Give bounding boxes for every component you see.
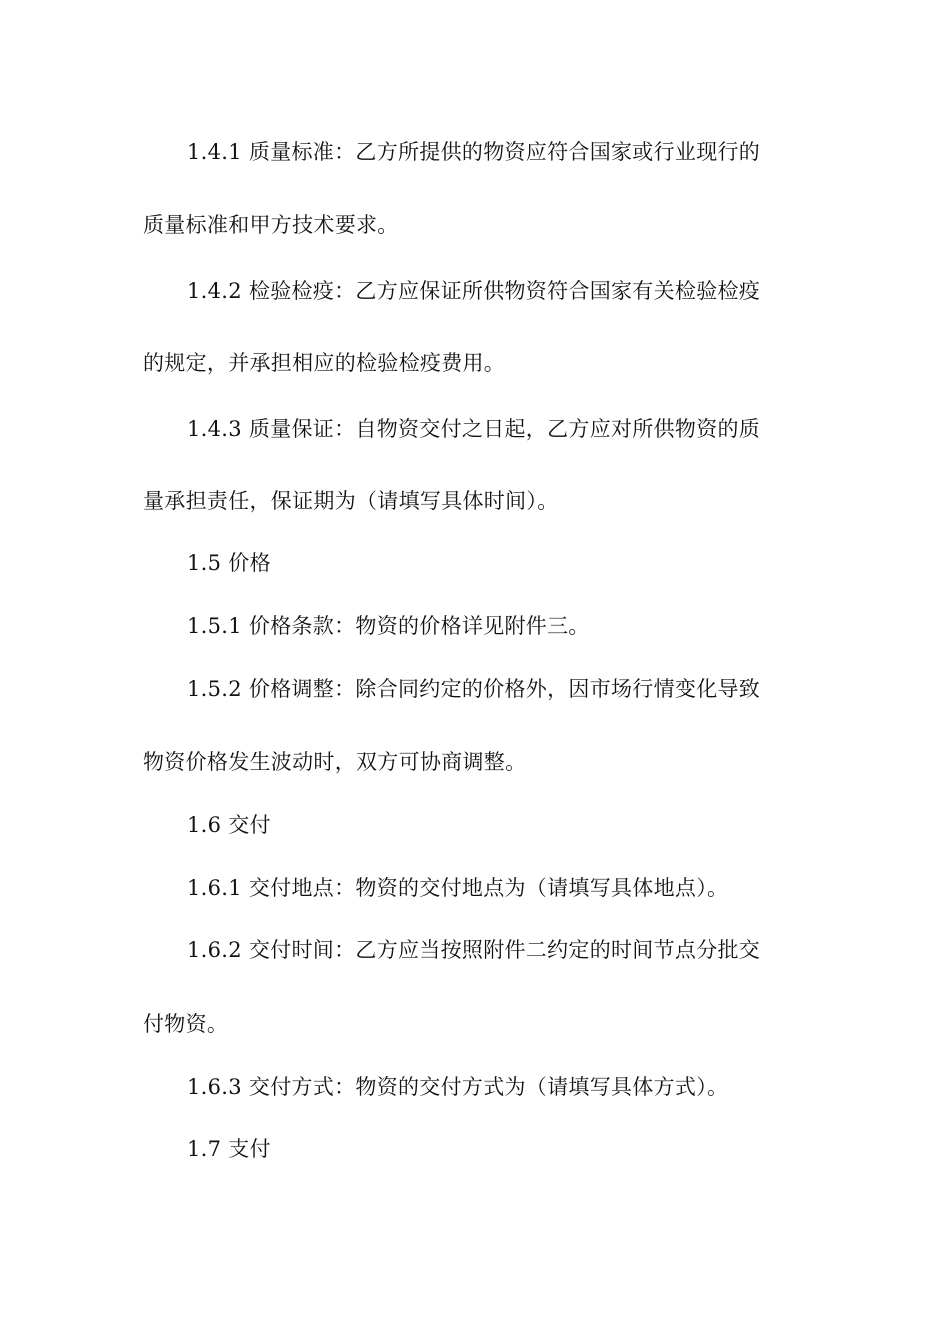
- clause-1-6-1: 1.6.1 交付地点：物资的交付地点为（请填写具体地点）。: [187, 876, 729, 900]
- clause-1-4-1-line-1: 1.4.1 质量标准：乙方所提供的物资应符合国家或行业现行的: [187, 140, 761, 164]
- clause-1-4-3-line-2: 量承担责任，保证期为（请填写具体时间）。: [143, 489, 559, 513]
- clause-1-4-2-line-2: 的规定，并承担相应的检验检疫费用。: [143, 351, 506, 375]
- clause-1-6-2-line-1: 1.6.2 交付时间：乙方应当按照附件二约定的时间节点分批交: [187, 938, 761, 962]
- section-1-7-heading: 1.7 支付: [187, 1137, 271, 1161]
- clause-1-5-2-line-2: 物资价格发生波动时，双方可协商调整。: [143, 750, 527, 774]
- clause-1-5-2-line-1: 1.5.2 价格调整：除合同约定的价格外，因市场行情变化导致: [187, 677, 761, 701]
- section-1-6-heading: 1.6 交付: [187, 813, 271, 837]
- clause-1-6-2-line-2: 付物资。: [143, 1012, 229, 1036]
- clause-1-4-2-line-1: 1.4.2 检验检疫：乙方应保证所供物资符合国家有关检验检疫: [187, 279, 761, 303]
- clause-1-6-3: 1.6.3 交付方式：物资的交付方式为（请填写具体方式）。: [187, 1075, 729, 1099]
- clause-1-5-1: 1.5.1 价格条款：物资的价格详见附件三。: [187, 614, 590, 638]
- section-1-5-heading: 1.5 价格: [187, 551, 271, 575]
- clause-1-4-3-line-1: 1.4.3 质量保证：自物资交付之日起，乙方应对所供物资的质: [187, 417, 761, 441]
- clause-1-4-1-line-2: 质量标准和甲方技术要求。: [143, 213, 399, 237]
